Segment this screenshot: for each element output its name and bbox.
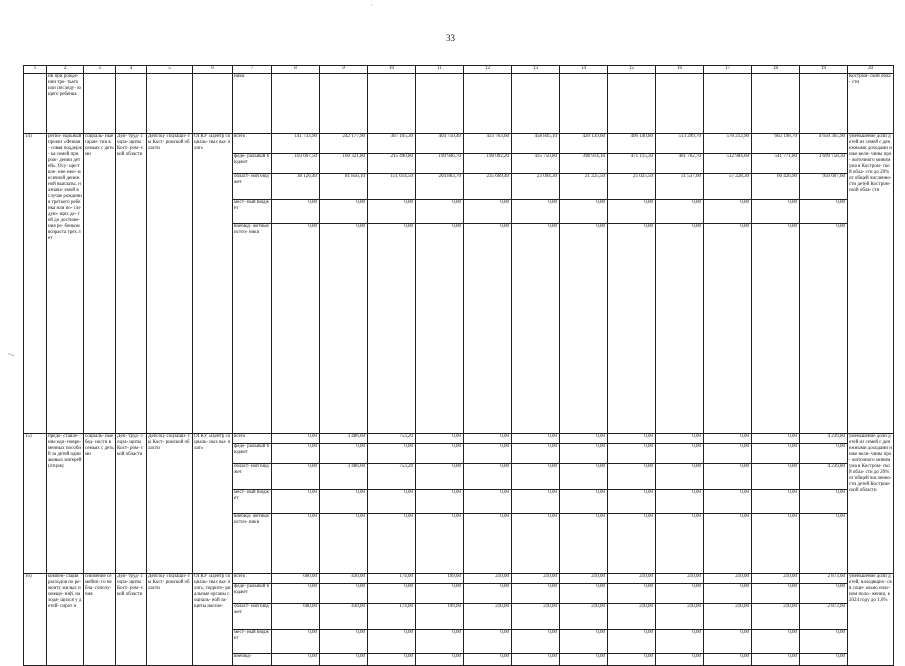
- amount-cell: 0,00: [416, 584, 464, 604]
- amount-cell: 0,00: [656, 434, 704, 444]
- amount-cell: 0,00: [464, 490, 512, 514]
- table-row: [24, 134, 894, 154]
- amount-cell: 753,20: [368, 464, 416, 490]
- column-number: 9: [320, 66, 368, 74]
- column-number: 5: [147, 66, 193, 74]
- amount-cell: 0,00: [560, 630, 608, 654]
- amount-cell: 0,00: [512, 630, 560, 654]
- source-label: внебюд- жетные источ- ники: [233, 514, 272, 574]
- source-label: област- ной бюджет: [233, 464, 272, 490]
- amount-cell: 210,00: [656, 574, 704, 584]
- empty-cell: [193, 74, 233, 134]
- amount-cell: 0,00: [800, 514, 848, 574]
- amount-cell: 0,00: [512, 464, 560, 490]
- goal-text: социаль- ные гаран- тии в семьях с детьми: [84, 134, 116, 434]
- amount-cell: 235 669,40: [464, 174, 512, 200]
- amount-cell: 0,00: [656, 224, 704, 434]
- amount-cell: 0,00: [464, 584, 512, 604]
- amount-cell: 210,00: [704, 574, 752, 584]
- amount-cell: 0,00: [464, 654, 512, 666]
- amount-cell: 398 914,10: [560, 154, 608, 174]
- amount-cell: 512 984,60: [704, 154, 752, 174]
- amount-cell: 0,00: [800, 630, 848, 654]
- amount-cell: 0,00: [272, 490, 320, 514]
- responsible-text: Деп- труд- соцза- щиты Кост- ром- ской области: [116, 134, 147, 434]
- amount-cell: 430,00: [320, 604, 368, 630]
- amount-cell: 0,00: [608, 490, 656, 514]
- column-number: 16: [656, 66, 704, 74]
- amount-cell: 0,00: [416, 630, 464, 654]
- amount-cell: 435 750,80: [512, 154, 560, 174]
- empty-cell: [84, 74, 116, 134]
- amount-cell: 0,00: [608, 224, 656, 434]
- budget-table: [23, 65, 894, 666]
- amount-cell: 0,00: [272, 630, 320, 654]
- amount-cell: 0,00: [752, 444, 800, 464]
- amount-cell: 0,00: [464, 464, 512, 490]
- amount-cell: 174,00: [368, 574, 416, 584]
- amount-cell: 0,00: [320, 490, 368, 514]
- coexecutor-text: Депсоц- соцзащи- ты Кост- ромской области: [147, 574, 193, 666]
- amount-cell: 0,00: [272, 464, 320, 490]
- executor-text: ОГКУ «Центр социаль- ных вы- плат», террито- риальные органы социаль- ной за- щиты населе-: [193, 574, 233, 666]
- amount-cell: 199 946,70: [416, 154, 464, 174]
- amount-cell: 3 486,60: [320, 434, 368, 444]
- amount-cell: 242 177,90: [320, 134, 368, 154]
- amount-cell: 471 115,30: [608, 154, 656, 174]
- amount-cell: 2 873,60: [800, 574, 848, 584]
- coexecutor-text: Депсоц- соцзащи- ты Кост- ромской области: [147, 134, 193, 434]
- source-label: всего: [233, 434, 272, 444]
- table-row: [24, 574, 894, 584]
- amount-cell: 210,00: [656, 604, 704, 630]
- amount-cell: 0,00: [416, 464, 464, 490]
- amount-cell: 51 537,00: [656, 174, 704, 200]
- amount-cell: 0,00: [272, 224, 320, 434]
- source-label: всего: [233, 574, 272, 584]
- empty-cell: [560, 74, 608, 134]
- amount-cell: 0,00: [320, 630, 368, 654]
- amount-cell: 0,00: [704, 224, 752, 434]
- amount-cell: 0,00: [656, 200, 704, 224]
- empty-cell: [272, 74, 320, 134]
- amount-cell: 0,00: [752, 434, 800, 444]
- column-number: 7: [233, 66, 272, 74]
- amount-cell: 420 139,60: [560, 134, 608, 154]
- empty-cell: [368, 74, 416, 134]
- amount-cell: 0,00: [320, 514, 368, 574]
- column-number-row: [24, 66, 894, 74]
- responsible-text: Деп- труд- соцза- щиты Кост- ром- ской области: [116, 434, 147, 574]
- amount-cell: 458 845,10: [512, 134, 560, 154]
- amount-cell: 210,00: [608, 604, 656, 630]
- amount-cell: 0,00: [560, 224, 608, 434]
- column-number: 1: [24, 66, 47, 74]
- amount-cell: 0,00: [368, 584, 416, 604]
- amount-cell: 433 763,60: [464, 134, 512, 154]
- source-label: феде- ральный бюджет: [233, 584, 272, 604]
- amount-cell: 0,00: [656, 514, 704, 574]
- amount-cell: 160 321,80: [320, 154, 368, 174]
- amount-cell: 0,00: [464, 434, 512, 444]
- source-label: всего: [233, 134, 272, 154]
- margin-mark: ~-: [8, 351, 15, 359]
- source-label: феде- ральный бюджет: [233, 154, 272, 174]
- column-number: 19: [800, 66, 848, 74]
- amount-cell: 0,00: [752, 514, 800, 574]
- column-number: 10: [368, 66, 416, 74]
- amount-cell: 0,00: [800, 444, 848, 464]
- column-number: 17: [704, 66, 752, 74]
- amount-cell: 0,00: [416, 434, 464, 444]
- result-text: уменьшение доли детей из семей с денежными доходами ниже вели- чины про- житочного минимума в Костром- ской обла- сти до 20% от общей численно- сти детей Костром- ской области: [848, 434, 894, 574]
- amount-cell: 0,00: [608, 630, 656, 654]
- amount-cell: 0,00: [800, 490, 848, 514]
- amount-cell: 0,00: [320, 584, 368, 604]
- column-number: 13: [512, 66, 560, 74]
- amount-cell: 461 762,70: [656, 154, 704, 174]
- amount-cell: 0,00: [272, 514, 320, 574]
- result-text: уменьшение доли детей, находящих- ся в соци- ально опас- ном поло- жении, к 2024 году до 1,0%: [848, 574, 894, 666]
- amount-cell: 0,00: [416, 200, 464, 224]
- amount-cell: 0,00: [560, 490, 608, 514]
- amount-cell: 541 771,80: [752, 154, 800, 174]
- amount-cell: 404 750,40: [416, 134, 464, 154]
- amount-cell: 0,00: [464, 514, 512, 574]
- amount-cell: 4 239,80: [800, 464, 848, 490]
- scan-mark: ': [371, 4, 373, 10]
- empty-cell: [656, 74, 704, 134]
- amount-cell: 600,00: [272, 574, 320, 584]
- amount-cell: 0,00: [608, 514, 656, 574]
- source-label: област- ной бюджет: [233, 174, 272, 200]
- column-number: 20: [848, 66, 894, 74]
- amount-cell: 210,00: [512, 604, 560, 630]
- amount-cell: 0,00: [656, 584, 704, 604]
- amount-cell: 0,00: [752, 224, 800, 434]
- source-label: внебюд- жетные источ- ники: [233, 224, 272, 434]
- source-label: мест- ный бюджет: [233, 200, 272, 224]
- column-number: 18: [752, 66, 800, 74]
- amount-cell: 0,00: [272, 434, 320, 444]
- amount-cell: 0,00: [704, 654, 752, 666]
- amount-cell: 0,00: [704, 584, 752, 604]
- amount-cell: 210,00: [464, 574, 512, 584]
- column-number: 14: [560, 66, 608, 74]
- empty-cell: [704, 74, 752, 134]
- amount-cell: 174,00: [368, 604, 416, 630]
- amount-cell: 38 126,40: [272, 174, 320, 200]
- amount-cell: 430,00: [320, 574, 368, 584]
- amount-cell: 0,00: [320, 654, 368, 666]
- amount-cell: 0,00: [512, 584, 560, 604]
- amount-cell: 151 614,50: [368, 174, 416, 200]
- source-label: внебюд-: [233, 654, 272, 666]
- amount-cell: 81 856,10: [320, 174, 368, 200]
- empty-cell: [147, 74, 193, 134]
- amount-cell: 367 105,30: [368, 134, 416, 154]
- amount-cell: 0,00: [704, 434, 752, 444]
- column-number: 15: [608, 66, 656, 74]
- amount-cell: 0,00: [656, 464, 704, 490]
- amount-cell: 103 607,50: [272, 154, 320, 174]
- column-number: 6: [193, 66, 233, 74]
- column-number: 12: [464, 66, 512, 74]
- amount-cell: 0,00: [368, 654, 416, 666]
- amount-cell: 0,00: [464, 630, 512, 654]
- amount-cell: 0,00: [800, 584, 848, 604]
- amount-cell: 0,00: [464, 444, 512, 464]
- source-label: мест- ный бюджет: [233, 630, 272, 654]
- amount-cell: 0,00: [560, 444, 608, 464]
- empty-cell: [320, 74, 368, 134]
- amount-cell: 0,00: [464, 224, 512, 434]
- amount-cell: 0,00: [368, 514, 416, 574]
- empty-cell: [116, 74, 147, 134]
- empty-cell: [512, 74, 560, 134]
- coexecutor-text: Депсоц- соцзащи- ты Кост- ромской области: [147, 434, 193, 574]
- amount-cell: 0,00: [560, 434, 608, 444]
- column-number: 4: [116, 66, 147, 74]
- amount-cell: 0,00: [368, 630, 416, 654]
- amount-cell: 0,00: [608, 464, 656, 490]
- amount-cell: 0,00: [608, 200, 656, 224]
- amount-cell: 21 225,50: [560, 174, 608, 200]
- amount-cell: 0,00: [272, 654, 320, 666]
- amount-cell: 199,60: [416, 604, 464, 630]
- row-number: 16): [24, 574, 47, 666]
- continuation-row: [24, 74, 894, 134]
- amount-cell: 0,00: [464, 200, 512, 224]
- amount-cell: 602 198,70: [752, 134, 800, 154]
- amount-cell: 0,00: [704, 630, 752, 654]
- amount-cell: 0,00: [512, 490, 560, 514]
- result-text: Костром- ской обла- сти: [848, 74, 894, 134]
- amount-cell: 0,00: [320, 444, 368, 464]
- amount-cell: 0,00: [512, 514, 560, 574]
- amount-cell: 0,00: [560, 464, 608, 490]
- measure-text: предо- ставле- ние еди- новре- менных пособий за детей одинаковых матерей (отцов): [47, 434, 84, 574]
- amount-cell: 204 803,70: [416, 174, 464, 200]
- amount-cell: 0,00: [800, 654, 848, 666]
- empty-cell: [752, 74, 800, 134]
- amount-cell: 600,00: [272, 604, 320, 630]
- amount-cell: 210,00: [752, 604, 800, 630]
- amount-cell: 4 650 365,90: [800, 134, 848, 154]
- amount-cell: 215 490,80: [368, 154, 416, 174]
- amount-cell: 0,00: [608, 584, 656, 604]
- amount-cell: 0,00: [272, 584, 320, 604]
- column-number: 8: [272, 66, 320, 74]
- amount-cell: 60 426,90: [752, 174, 800, 200]
- amount-cell: 0,00: [608, 654, 656, 666]
- amount-cell: 0,00: [416, 654, 464, 666]
- amount-cell: 210,00: [512, 574, 560, 584]
- responsible-text: Деп- труд- соцза- щиты Кост- ром- ской области: [116, 574, 147, 666]
- empty-cell: [800, 74, 848, 134]
- amount-cell: 496 140,80: [608, 134, 656, 154]
- amount-cell: 513 299,70: [656, 134, 704, 154]
- column-number: 2: [47, 66, 84, 74]
- amount-cell: 0,00: [656, 630, 704, 654]
- amount-cell: 570 212,90: [704, 134, 752, 154]
- amount-cell: 0,00: [704, 200, 752, 224]
- column-number: 11: [416, 66, 464, 74]
- amount-cell: 0,00: [320, 200, 368, 224]
- amount-cell: 199,60: [416, 574, 464, 584]
- executor-text: ОГКУ «Центр социаль- ных вы- плат»: [193, 434, 233, 574]
- amount-cell: 57 228,30: [704, 174, 752, 200]
- amount-cell: 0,00: [272, 444, 320, 464]
- source-label: мест- ный бюджет: [233, 490, 272, 514]
- amount-cell: 0,00: [752, 464, 800, 490]
- amount-cell: 0,00: [752, 584, 800, 604]
- amount-cell: 0,00: [368, 200, 416, 224]
- amount-cell: 0,00: [560, 200, 608, 224]
- amount-cell: 0,00: [704, 514, 752, 574]
- amount-cell: 0,00: [368, 490, 416, 514]
- amount-cell: 3 699 758,30: [800, 154, 848, 174]
- source-label: ники: [233, 74, 272, 134]
- source-label: област- ной бюджет: [233, 604, 272, 630]
- goal-text: социаль- ные бед- ности в семьях с детьми: [84, 434, 116, 574]
- amount-cell: 0,00: [704, 490, 752, 514]
- page-number: 33: [446, 33, 455, 43]
- table-row: [24, 434, 894, 444]
- empty-cell: [464, 74, 512, 134]
- amount-cell: 0,00: [752, 654, 800, 666]
- amount-cell: 0,00: [752, 630, 800, 654]
- measure-text: компен- сация расходов по ре- монту жилых помеще- ний, находя- щихся у детей- сирот и: [47, 574, 84, 666]
- amount-cell: 141 733,90: [272, 134, 320, 154]
- amount-cell: 0,00: [272, 200, 320, 224]
- amount-cell: 950 607,60: [800, 174, 848, 200]
- amount-cell: 0,00: [512, 654, 560, 666]
- measure-text: регио- нальный проект «Финан- совая поддерж- ка семей при рож- дении детей». Осу- ществле- ние еже- месячной денежной выплаты, назнача- емой в случае рождения третьего ребенка или по- следую- щих де- тей до достиже- ния ре- бенком возраста трех лет: [47, 134, 84, 434]
- amount-cell: 0,00: [560, 584, 608, 604]
- row-number: 15): [24, 434, 47, 574]
- amount-cell: 0,00: [512, 434, 560, 444]
- amount-cell: 0,00: [320, 224, 368, 434]
- amount-cell: 210,00: [560, 574, 608, 584]
- amount-cell: 0,00: [752, 200, 800, 224]
- amount-cell: 0,00: [416, 224, 464, 434]
- amount-cell: 0,00: [368, 224, 416, 434]
- column-number: 3: [84, 66, 116, 74]
- source-label: феде- ральный бюджет: [233, 444, 272, 464]
- amount-cell: 0,00: [752, 490, 800, 514]
- executor-text: ОГКУ «Центр социаль- ных вы- плат»: [193, 134, 233, 434]
- measure-text: ии при рожде- нии тре- тьего или последу- ющего ребенка: [47, 74, 84, 134]
- amount-cell: 0,00: [656, 490, 704, 514]
- amount-cell: 0,00: [800, 224, 848, 434]
- amount-cell: 0,00: [608, 434, 656, 444]
- amount-cell: 0,00: [704, 444, 752, 464]
- result-text: уменьшение доли детей из семей с денежными доходами ниже вели- чины про- житочного минимума в Костром- ской обла- сти до 20% от общей численно- сти детей Костром- ской обла- сти: [848, 134, 894, 434]
- amount-cell: 753,20: [368, 434, 416, 444]
- amount-cell: 0,00: [560, 654, 608, 666]
- row-number: [24, 74, 47, 134]
- amount-cell: 2 873,60: [800, 604, 848, 630]
- amount-cell: 0,00: [800, 200, 848, 224]
- amount-cell: 0,00: [416, 490, 464, 514]
- amount-cell: 4 239,80: [800, 434, 848, 444]
- amount-cell: 0,00: [368, 444, 416, 464]
- empty-cell: [416, 74, 464, 134]
- amount-cell: 0,00: [512, 200, 560, 224]
- row-number: 14): [24, 134, 47, 434]
- amount-cell: 210,00: [704, 604, 752, 630]
- amount-cell: 210,00: [560, 604, 608, 630]
- empty-cell: [608, 74, 656, 134]
- amount-cell: 0,00: [512, 444, 560, 464]
- amount-cell: 0,00: [608, 444, 656, 464]
- amount-cell: 210,00: [752, 574, 800, 584]
- amount-cell: 0,00: [416, 514, 464, 574]
- amount-cell: 0,00: [656, 444, 704, 464]
- amount-cell: 23 094,30: [512, 174, 560, 200]
- amount-cell: 25 025,50: [608, 174, 656, 200]
- amount-cell: 210,00: [608, 574, 656, 584]
- amount-cell: 3 486,60: [320, 464, 368, 490]
- amount-cell: 0,00: [560, 514, 608, 574]
- amount-cell: 198 092,20: [464, 154, 512, 174]
- amount-cell: 0,00: [704, 464, 752, 490]
- amount-cell: 0,00: [512, 224, 560, 434]
- amount-cell: 0,00: [656, 654, 704, 666]
- amount-cell: 0,00: [416, 444, 464, 464]
- amount-cell: 210,00: [464, 604, 512, 630]
- goal-text: снижение семейно- го небла- гополу- чия: [84, 574, 116, 666]
